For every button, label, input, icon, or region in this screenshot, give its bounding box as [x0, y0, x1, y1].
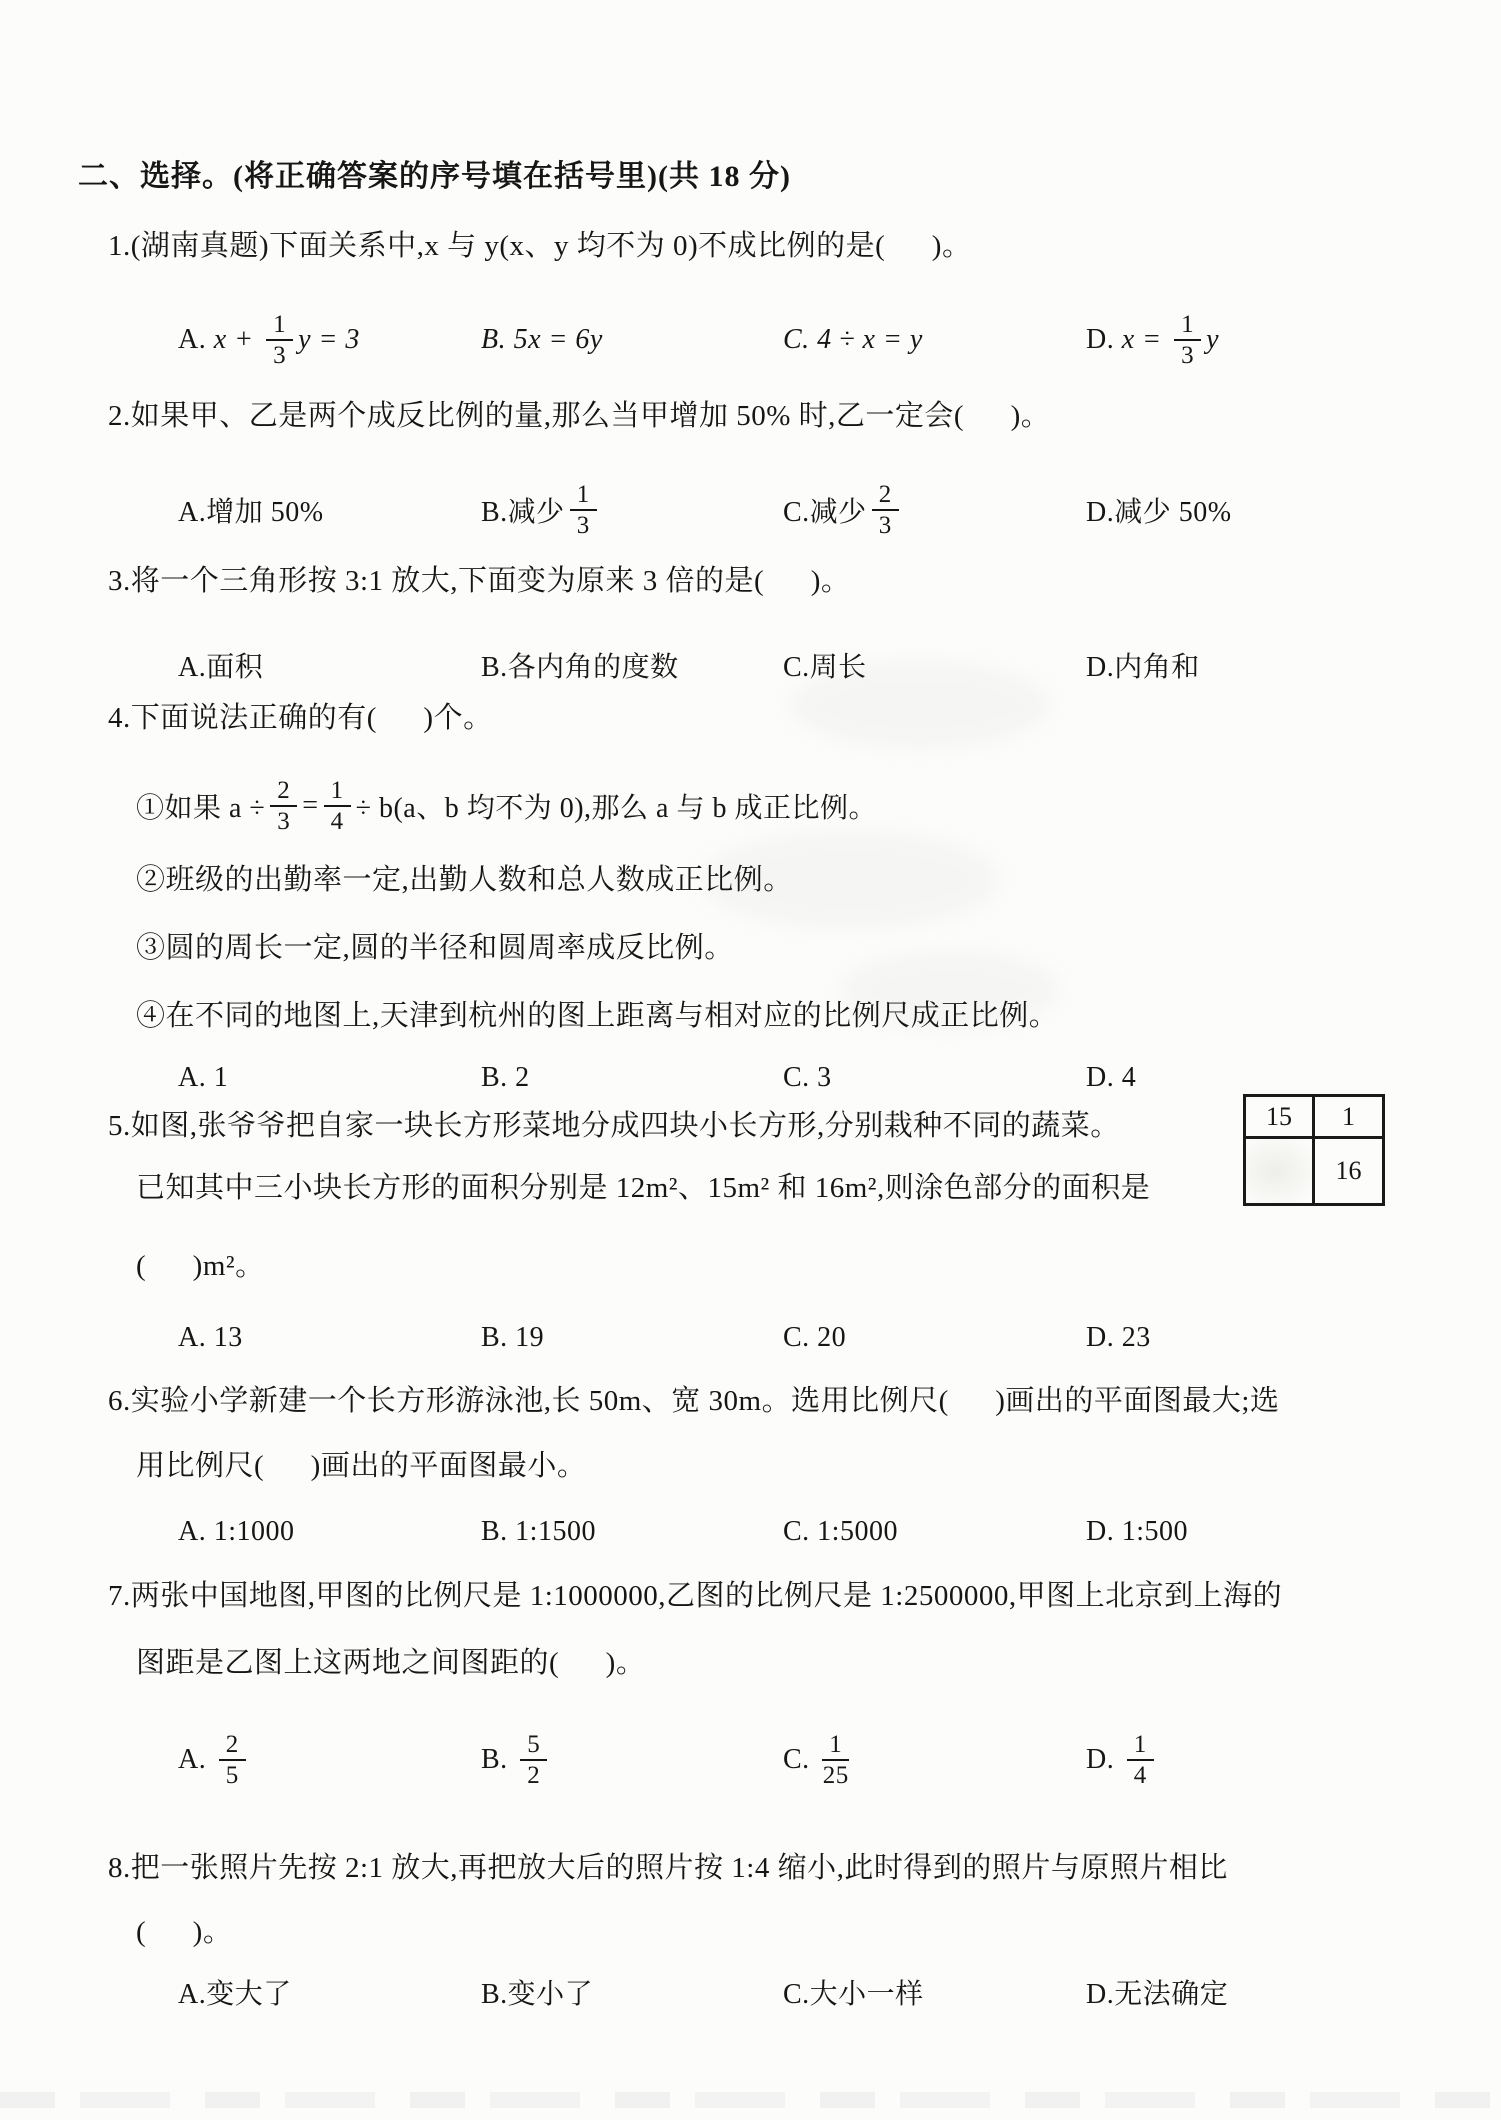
option-label: A. [178, 324, 214, 355]
fraction-numerator: 2 [872, 481, 899, 512]
option-label: D. [1086, 324, 1122, 355]
fraction [570, 481, 597, 540]
figure-cell-shaded [1246, 1139, 1315, 1203]
option-label: B.减少 [481, 497, 565, 528]
question-2-option-d: D.减少 50% [1086, 497, 1232, 528]
question-4-statement-2: ②班级的出勤率一定,出勤人数和总人数成正比例。 [136, 864, 793, 896]
question-6-option-a: A. 1:1000 [178, 1516, 295, 1547]
math-expression: y [1206, 324, 1219, 355]
fraction [219, 1731, 246, 1790]
question-6-line2: 用比例尺( )画出的平面图最小。 [136, 1450, 587, 1482]
figure-cell-bottom-right: 16 [1335, 1156, 1362, 1185]
fraction-numerator: 1 [1127, 1731, 1154, 1762]
question-3-option-b: B.各内角的度数 [481, 652, 679, 683]
question-5-option-c: C. 20 [783, 1322, 847, 1353]
fraction-numerator: 1 [570, 481, 597, 512]
figure-cell-top-right: 1 [1315, 1097, 1382, 1139]
question-4-options [0, 1058, 1501, 1098]
fraction-denominator: 3 [273, 342, 287, 369]
math-expression: x + [213, 324, 262, 355]
question-1-options [0, 292, 1501, 388]
option-label: A. [178, 1744, 214, 1775]
fraction-numerator: 2 [219, 1731, 246, 1762]
question-4-statement-1 [0, 758, 1501, 854]
fraction [270, 777, 297, 836]
question-6-option-d: D. 1:500 [1086, 1516, 1188, 1547]
question-8-line1: 8.把一张照片先按 2:1 放大,再把放大后的照片按 1:4 缩小,此时得到的照片与原照片相比 [108, 1852, 1228, 1884]
question-7-option-b [481, 1712, 552, 1808]
question-1-option-d [1086, 292, 1219, 388]
question-2-option-a: A.增加 50% [178, 497, 324, 528]
question-5-line1: 5.如图,张爷爷把自家一块长方形菜地分成四块小长方形,分别栽种不同的蔬菜。 [108, 1110, 1120, 1142]
question-3-option-c: C.周长 [783, 652, 867, 683]
question-7-line1: 7.两张中国地图,甲图的比例尺是 1:1000000,乙图的比例尺是 1:2500000,甲图上北京到上海的 [108, 1580, 1283, 1612]
fraction-denominator: 4 [330, 808, 344, 835]
fraction [822, 1731, 849, 1790]
statement-text: = [302, 790, 319, 821]
question-6-options [0, 1512, 1501, 1552]
question-7-line2: 图距是乙图上这两地之间图距的( )。 [136, 1647, 646, 1679]
question-8-line2: ( )。 [136, 1916, 233, 1948]
fraction [324, 777, 351, 836]
fraction [1174, 311, 1201, 370]
question-2-option-c [783, 462, 904, 558]
question-8-option-c: C.大小一样 [783, 1979, 924, 2010]
question-5-line3: ( )m²。 [136, 1250, 265, 1282]
question-4-option-d: D. 4 [1086, 1062, 1137, 1093]
section-title: 二、选择。(将正确答案的序号填在括号里)(共 18 分) [78, 160, 791, 193]
option-label: D. [1086, 1744, 1122, 1775]
question-4-statement-3: ③圆的周长一定,圆的半径和圆周率成反比例。 [136, 932, 734, 964]
question-4-option-a: A. 1 [178, 1062, 229, 1093]
question-6-option-b: B. 1:1500 [481, 1516, 596, 1547]
question-1-stem: 1.(湖南真题)下面关系中,x 与 y(x、y 均不为 0)不成比例的是( )。 [108, 230, 972, 262]
question-3-option-a: A.面积 [178, 652, 264, 683]
statement-text: ÷ b(a、b 均不为 0),那么 a 与 b 成正比例。 [355, 793, 877, 824]
question-5-option-a: A. 13 [178, 1322, 243, 1353]
option-label: C. [783, 1744, 818, 1775]
fraction-denominator: 3 [576, 512, 590, 539]
statement-1 [136, 758, 877, 854]
question-2-options [0, 462, 1501, 558]
fraction-numerator: 1 [324, 777, 351, 808]
fraction [520, 1731, 547, 1790]
question-3-options [0, 645, 1501, 685]
fraction-denominator: 4 [1133, 1762, 1147, 1789]
fraction-denominator: 3 [1181, 342, 1195, 369]
option-label: B. [481, 1744, 516, 1775]
fraction-numerator: 2 [270, 777, 297, 808]
scan-artifact-strip [0, 2092, 1501, 2108]
question-5-line2: 已知其中三小块长方形的面积分别是 12m²、15m² 和 16m²,则涂色部分的面积是 [136, 1172, 1151, 1204]
fraction-denominator: 3 [878, 512, 892, 539]
fraction-denominator: 2 [527, 1762, 541, 1789]
question-3-option-d: D.内角和 [1086, 652, 1200, 683]
fraction [1127, 1731, 1154, 1790]
question-5-option-d: D. 23 [1086, 1322, 1151, 1353]
question-1-option-b: B. 5x = 6y [481, 324, 603, 355]
garden-plot-figure [1243, 1094, 1385, 1206]
question-7-option-c [783, 1712, 854, 1808]
figure-cell-top-left: 15 [1246, 1097, 1315, 1139]
fraction-numerator: 1 [822, 1731, 849, 1762]
fraction-numerator: 1 [1174, 311, 1201, 342]
question-5-option-b: B. 19 [481, 1322, 545, 1353]
fraction-denominator: 3 [277, 808, 291, 835]
fraction-denominator: 25 [822, 1762, 849, 1789]
question-7-option-d [1086, 1712, 1159, 1808]
question-1-option-c: C. 4 ÷ x = y [783, 324, 923, 355]
fraction [266, 311, 293, 370]
question-6-option-c: C. 1:5000 [783, 1516, 898, 1547]
question-8-options [0, 1972, 1501, 2012]
statement-text: ①如果 a ÷ [136, 793, 266, 824]
question-2-stem: 2.如果甲、乙是两个成反比例的量,那么当甲增加 50% 时,乙一定会( )。 [108, 400, 1051, 432]
question-8-option-a: A.变大了 [178, 1979, 292, 2010]
question-7-option-a [178, 1712, 251, 1808]
question-7-options [0, 1712, 1501, 1808]
fraction-numerator: 5 [520, 1731, 547, 1762]
math-expression: x = [1121, 324, 1170, 355]
question-4-option-c: C. 3 [783, 1062, 832, 1093]
question-8-option-d: D.无法确定 [1086, 1979, 1229, 2010]
question-5-options [0, 1318, 1501, 1358]
option-label: C.减少 [783, 497, 867, 528]
fraction-denominator: 5 [225, 1762, 239, 1789]
question-6-line1: 6.实验小学新建一个长方形游泳池,长 50m、宽 30m。选用比例尺( )画出的平面图最大;选 [108, 1385, 1280, 1417]
question-1-option-a [178, 292, 360, 388]
question-4-stem: 4.下面说法正确的有( )个。 [108, 702, 493, 734]
fraction [872, 481, 899, 540]
question-4-option-b: B. 2 [481, 1062, 530, 1093]
question-4-statement-4: ④在不同的地图上,天津到杭州的图上距离与相对应的比例尺成正比例。 [136, 1000, 1059, 1032]
math-expression: y = 3 [298, 324, 360, 355]
fraction-numerator: 1 [266, 311, 293, 342]
question-3-stem: 3.将一个三角形按 3:1 放大,下面变为原来 3 倍的是( )。 [108, 565, 851, 597]
question-8-option-b: B.变小了 [481, 1979, 594, 2010]
question-2-option-b [481, 462, 602, 558]
